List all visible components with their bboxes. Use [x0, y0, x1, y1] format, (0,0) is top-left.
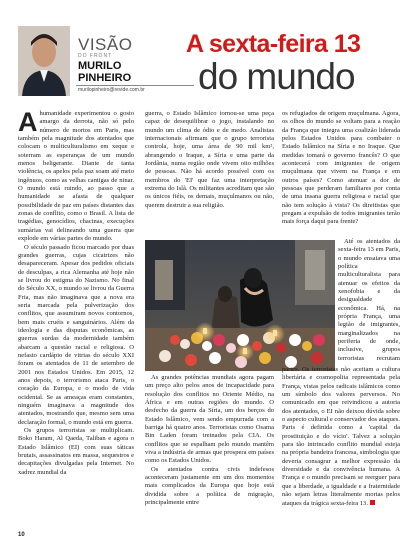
section-title: VISÃO: [78, 35, 133, 54]
drop-cap: A: [18, 110, 38, 137]
article-column-2: [145, 110, 274, 240]
headline-line-1: A sexta-feira 13: [186, 30, 361, 58]
article-paragraph: os refugiados de origem muçulmana. Agora, os olhos do mundo se voltam para a reação da França que integra uma coalizão liderada pelos Estados Unidos para combater o Estado Islâmico na Síria e no Iraque. Que medidas tomará o governo francês? O que acontecerá com imigrantes de origem muçulmana que vivem na França e em outros países? Como atenuar a dor de pessoas que perderam familiares por conta de uma insana guerra religiosa e racial que não tem solução à vista? Os direitistas que pregam a expulsão de todos imigrantes terão mais força daqui para frente?: [282, 110, 400, 226]
author-last-name: PINHEIRO: [78, 72, 132, 84]
article-paragraph: O século passado ficou marcado por duas grandes guerras, cujas cicatrizes não desapareceram. Apesar dos pedidos oficiais de desculpas, a rica Alemanha até hoje não se livrou do estigma do Nazismo. No final do Século XX, o mundo se livrou da Guerra Fria, mas não imaginava que a nova era seria marcada pela pulverização dos conflitos, que assumiram novos contornos, bem mais cruéis e sanguinários. Além da ideologia e das disputas econômicas, as guerras surdas da modernidade também abarcam a questão racial e religiosa. O nefasto cardápio de vitrias do século XXI foram os atentados de 11 de setembro de 2001 nos Estados Unidos. Em 2015, 12 anos depois, o terrorismo ataca Paris, o coração da Europa, e o modo de vida ocidental. Se as ameaças eram constantes, ninguém imaginava a magnitude dos atentados, mostrando que, mesmo sem uma declaração formal, o mundo está em guerra.: [18, 243, 134, 426]
author-photo: [18, 26, 70, 96]
author-name: [78, 60, 131, 84]
author-portrait-icon: [18, 26, 70, 96]
article-paragraph: guerra, o Estado Islâmico tornou-se uma peça capaz de desequilibrar o jogo, instalando no mundo um clima de ódio e de medo. Analistas internacionais afirmam que o grupo terrorista controla, hoje, uma área de 90 mil km², abrangendo o Iraque, a Síria e uma parte da Jordânia, numa região onde vivem oito milhões de pessoas. Não há acordo possível com os membros do 'EI' que faz uma interpretação extrema do Islã. Os militantes acreditam que são os únicos fiéis, os demais, muçulmanos ou não, querem destruir a sua religião.: [145, 110, 274, 209]
author-first-name: MURILO: [78, 60, 122, 72]
article-column-1: [18, 110, 134, 525]
page-number: 10: [18, 532, 25, 538]
article-paragraph: Os grupos terroristas se multiplicam. Boko Haram, Al Qaeda, Taliban e agora o Estado Islâmico (EI) com suas táticas brutais, assassinatos em massa, sequestros e decapitações divulgadas pela Internet. No xadrez mundial da: [18, 427, 134, 476]
end-of-article-icon: [370, 500, 375, 505]
memorial-candles-photo-icon: [145, 240, 335, 371]
header-divider: [76, 85, 194, 86]
article-paragraph: partes. Os terroristas não aceitam a cultura libertária e cosmopolita representada pela França, vistas pelos radicais islâmicos como um símbolo dos valores perversos. No comunicado em que reivindicou a autoria dos atentados, o EI não deixou dúvida sobre o aspecto cultural e conservador dos ataques. Paris é definida como a 'capital da prostituição e do vício'. Talvez a solução para tão intrincado conflito mundial esteja na própria bandeira francesa, simbologia que deveria consagrar a melhor expressão da diversidade e da convivência humana. A França e o mundo precisam se reerguer para que a liberdade, a igualdade e a fraternidade não sejam letras literalmente mortas pelos ataques da trágica sexta-feira 13.: [282, 366, 400, 507]
article-paragraph: Até os atentados da sexta-feira 13 em Paris, o mundo ensaiava uma política multiculturalista para atenuar os efeitos da xenofobia e da desigualdade econômica. Há, na própria França, uma legião de imigrantes, marginalizados na periferia de onde, inclusive, grupos terroristas recrutam: [338, 238, 400, 362]
section-subtitle: DO FRONT: [78, 53, 113, 59]
article-column-2-lower: [145, 374, 274, 524]
article-column-3: [282, 110, 400, 238]
author-email: murilopinheiro@revide.com.br: [78, 87, 145, 93]
article-column-3-lower: [282, 366, 400, 524]
headline-line-2: do mundo: [198, 56, 355, 97]
article-paragraph: Ahumanidade experimentou o gosto amargo da derrota, não só pelo número de mortos em Paris, mas também pela magnitude dos atentados que colocam o multiculturalismo em xeque e soterram as esperanças de um mundo menos beligerante. Diante de tanta violência, os apelos pela paz soam até meio ingênuos, como as velhas cantigas de ninar. O mundo está ruindo, ao passo que a humanidade se afasta de qualquer possibilidade de paz em países distantes das zonas de conflito, como o Brasil. A lista de tragédias, genocídios, chacinas, execuções sumárias vai delineando uma guerra que explode em várias partes do mundo.: [18, 110, 134, 243]
article-paragraph: Os atentados contra civis indefesos aconteceram justamente em um dos momentos mais complicados da Europa que hoje está dividida sobre a política de migração, principalmente entre: [145, 465, 274, 507]
article-paragraph: As grandes potências mundiais agora pagam um preço alto pelos anos de incapacidade para resolução dos conflitos no Oriente Médio, na África e em outras regiões do mundo. O desfecho da guerra da Síria, um dos berços do Estado Islâmico, vem sendo empurrada com a barriga há quatro anos. Terroristas como Osama Bin Laden foram treinados pela CIA. Os conflitos que se espalham pelo mundo mantêm viva a indústria de armas que prospera em países como os Estados Unidos.: [145, 374, 274, 465]
article-photo: [145, 240, 335, 371]
article-column-3-wrap: [338, 238, 400, 363]
article-header: [0, 0, 416, 105]
